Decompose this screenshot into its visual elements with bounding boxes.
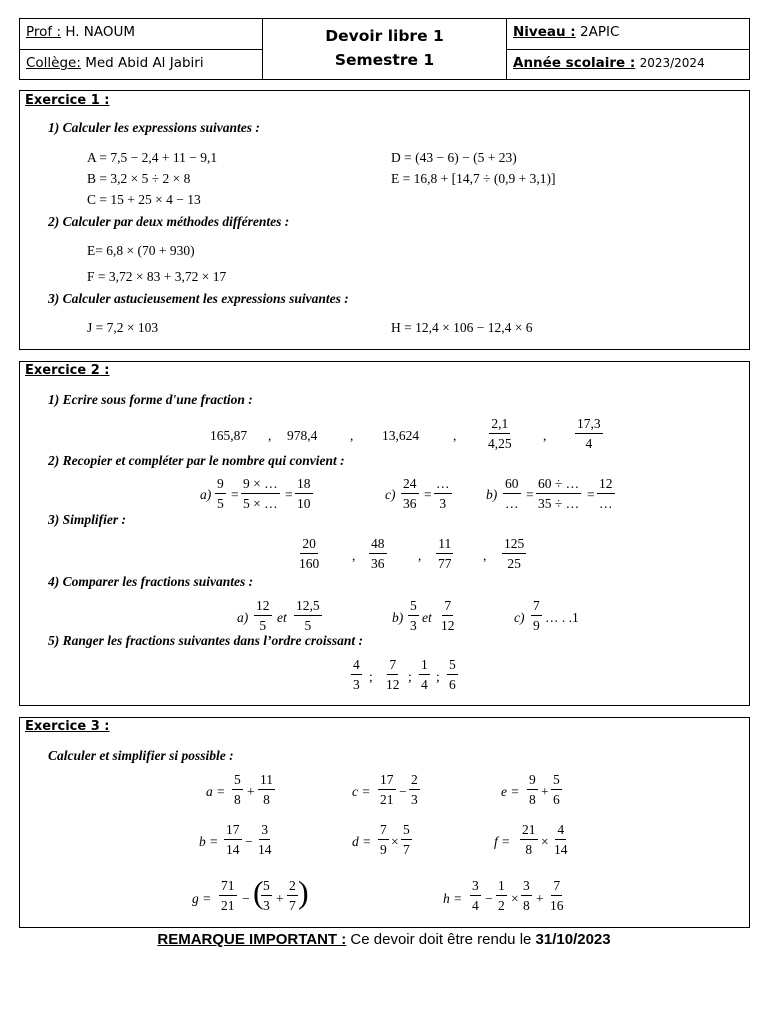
denominator: 5	[304, 617, 312, 633]
numerator: 1	[496, 879, 507, 896]
decimal-3: 13,624	[382, 428, 420, 443]
expr-h-label: h =	[443, 891, 463, 906]
annee-value: 2023/2024	[639, 56, 705, 70]
denominator: 8	[525, 841, 533, 857]
numerator: 1	[419, 658, 430, 675]
fraction	[297, 537, 321, 570]
prof-cell	[26, 24, 135, 40]
operator: +	[276, 891, 284, 906]
numerator: 2,1	[489, 417, 510, 434]
ex2-question-1: 1) Ecrire sous forme d'une fraction :	[48, 392, 253, 407]
paren-open: (	[253, 874, 264, 910]
fraction	[436, 537, 454, 570]
denominator: 3	[439, 495, 447, 511]
exercice-1-heading: Exercice 1 :	[25, 93, 110, 108]
expr-g-label: g =	[192, 891, 212, 906]
separator: ,	[350, 428, 354, 443]
fraction	[401, 477, 419, 510]
denominator: 8	[529, 791, 536, 807]
fraction	[384, 658, 402, 691]
fraction	[419, 658, 430, 691]
item-label-b: b)	[392, 610, 404, 625]
denominator: 3	[353, 676, 360, 692]
fraction	[261, 879, 272, 912]
expr-B: B = 3,2 × 5 ÷ 2 × 8	[87, 171, 191, 186]
expr-a-label: a =	[206, 784, 226, 799]
fraction	[531, 599, 542, 632]
equals-sign: =	[526, 487, 534, 502]
numerator: 4	[351, 658, 362, 675]
semicolon: ;	[369, 669, 373, 684]
comparison-tail: … . .1	[545, 610, 579, 625]
denominator: 8	[234, 791, 241, 807]
fraction	[470, 879, 481, 912]
numerator: 5	[551, 773, 562, 790]
numerator: 20	[300, 537, 318, 554]
denominator: 4	[421, 676, 428, 692]
fraction	[408, 599, 419, 632]
denominator: 9	[533, 617, 540, 633]
fraction	[232, 773, 243, 806]
denominator: 21	[221, 897, 235, 913]
denominator: 3	[410, 617, 417, 633]
ex2-question-5: 5) Ranger les fractions suivantes dans l’ordre croissant :	[48, 633, 364, 648]
fraction	[502, 537, 526, 570]
operator: −	[399, 784, 407, 799]
fraction	[439, 599, 457, 632]
expr-C: C = 15 + 25 × 4 − 13	[87, 192, 201, 207]
fraction	[254, 599, 272, 632]
denominator: 7	[289, 897, 296, 913]
fraction	[486, 417, 514, 450]
numerator: 12	[254, 599, 272, 616]
expr-A: A = 7,5 − 2,4 + 11 − 9,1	[87, 150, 218, 165]
separator: ,	[453, 428, 457, 443]
numerator: 7	[442, 599, 453, 616]
fraction	[256, 823, 274, 856]
footer-remark	[0, 931, 768, 948]
numerator: 18	[295, 477, 313, 494]
ex1-question-1: 1) Calculer les expressions suivantes :	[48, 120, 260, 135]
operator: ×	[541, 834, 549, 849]
fraction	[351, 658, 362, 691]
operator: −	[242, 891, 250, 906]
item-label-c: c)	[514, 610, 525, 625]
annee-cell	[513, 55, 705, 71]
fraction	[434, 477, 452, 510]
college-cell	[26, 55, 204, 71]
denominator: 9	[380, 841, 387, 857]
expr-J: J = 7,2 × 103	[87, 320, 159, 335]
denominator: 35 ÷ …	[538, 495, 580, 511]
numerator: 12	[597, 477, 615, 494]
denominator: 4	[472, 897, 479, 913]
numerator: 3	[470, 879, 481, 896]
expr-E: E = 16,8 + [14,7 ÷ (0,9 + 3,1)]	[391, 171, 556, 186]
et-word: et	[277, 610, 287, 625]
fraction	[409, 773, 420, 806]
numerator: 3	[521, 879, 532, 896]
numerator: 9	[215, 477, 226, 494]
exercice-2-heading: Exercice 2 :	[25, 363, 110, 378]
fraction	[521, 879, 532, 912]
expr-D: D = (43 − 6) − (5 + 23)	[391, 150, 517, 165]
item-label-c: c)	[385, 487, 396, 502]
item-label-b: b)	[486, 487, 498, 502]
fraction	[295, 477, 313, 510]
denominator: 12	[386, 676, 400, 692]
fraction	[575, 417, 603, 450]
numerator: 48	[369, 537, 387, 554]
ex2-question-3: 3) Simplifier :	[48, 512, 126, 527]
denominator: 4,25	[488, 435, 512, 451]
numerator: 60	[503, 477, 521, 494]
doc-title-line1: Devoir libre 1	[325, 27, 444, 45]
expr-b-label: b =	[199, 834, 219, 849]
ex2-question-2: 2) Recopier et compléter par le nombre qui convient :	[48, 453, 345, 468]
expr-f-label: f =	[494, 834, 511, 849]
prof-label: Prof :	[26, 24, 62, 40]
ex2-question-4: 4) Comparer les fractions suivantes :	[48, 574, 254, 589]
fraction	[219, 879, 237, 912]
numerator: 5	[232, 773, 243, 790]
denominator: 25	[507, 555, 521, 571]
fraction	[241, 477, 280, 510]
denominator: 16	[550, 897, 564, 913]
numerator: 7	[551, 879, 562, 896]
fraction	[520, 823, 538, 856]
equals-sign: =	[231, 487, 239, 502]
fraction	[401, 823, 412, 856]
denominator: 2	[498, 897, 505, 913]
expr-c-label: c =	[352, 784, 371, 799]
numerator: 4	[555, 823, 566, 840]
fraction	[548, 879, 566, 912]
fraction	[258, 773, 275, 806]
separator: ,	[418, 548, 422, 563]
exercice-2-box	[19, 361, 750, 706]
footer-text: Ce devoir doit être rendu le	[346, 931, 536, 948]
fraction	[215, 477, 226, 510]
numerator: 5	[408, 599, 419, 616]
expr-e-label: e =	[501, 784, 520, 799]
et-word: et	[422, 610, 432, 625]
denominator: 14	[226, 841, 240, 857]
denominator: 5	[259, 617, 267, 633]
decimal-1: 165,87	[210, 428, 248, 443]
paren-close: )	[298, 874, 309, 910]
ex1-question-2: 2) Calculer par deux méthodes différentes :	[48, 214, 290, 229]
niveau-label: Niveau :	[513, 24, 576, 40]
exercice-3-heading: Exercice 3 :	[25, 719, 110, 734]
numerator: 2	[409, 773, 420, 790]
fraction	[527, 773, 538, 806]
header-divider-h-right	[506, 49, 750, 50]
semicolon: ;	[408, 669, 412, 684]
denominator: 5 × …	[243, 495, 278, 511]
denominator: 10	[297, 495, 311, 511]
separator: ,	[268, 428, 272, 443]
denominator: 12	[441, 617, 455, 633]
prof-value: H. NAOUM	[65, 24, 136, 40]
numerator: 17	[378, 773, 396, 790]
fraction	[503, 477, 521, 510]
denominator: 7	[403, 841, 410, 857]
operator: +	[541, 784, 549, 799]
numerator: 17	[224, 823, 242, 840]
denominator: 5	[217, 495, 224, 511]
denominator: 21	[380, 791, 394, 807]
ex1-question-3: 3) Calculer astucieusement les expressions suivantes :	[48, 291, 349, 306]
decimal-2: 978,4	[287, 428, 318, 443]
numerator: 5	[261, 879, 272, 896]
expr-H: H = 12,4 × 106 − 12,4 × 6	[391, 320, 533, 335]
denominator: 77	[438, 555, 452, 571]
denominator: 8	[523, 897, 530, 913]
numerator: 7	[531, 599, 542, 616]
header-divider-v2	[506, 18, 507, 80]
denominator: …	[505, 495, 519, 511]
equals-sign: =	[424, 487, 432, 502]
doc-title-line2: Semestre 1	[334, 51, 435, 69]
operator: ×	[391, 834, 399, 849]
denominator: 160	[299, 555, 320, 571]
numerator: 24	[401, 477, 419, 494]
expr-d-label: d =	[352, 834, 372, 849]
fraction	[294, 599, 322, 632]
fraction	[447, 658, 458, 691]
numerator: 12,5	[294, 599, 322, 616]
numerator: 7	[378, 823, 389, 840]
numerator: 2	[287, 879, 298, 896]
footer-label: REMARQUE IMPORTANT :	[157, 931, 347, 948]
item-label-a: a)	[200, 487, 212, 502]
niveau-cell	[513, 24, 619, 40]
numerator: 5	[401, 823, 412, 840]
expr-F: F = 3,72 × 83 + 3,72 × 17	[87, 269, 227, 284]
denominator: 14	[554, 841, 568, 857]
numerator: …	[434, 477, 452, 494]
fraction	[597, 477, 615, 510]
semicolon: ;	[436, 669, 440, 684]
numerator: 125	[502, 537, 526, 554]
footer-date: 31/10/2023	[535, 931, 611, 948]
separator: ,	[483, 548, 487, 563]
item-label-a: a)	[237, 610, 249, 625]
separator: ,	[543, 428, 547, 443]
college-value: Med Abid Al Jabiri	[85, 55, 204, 71]
numerator: 5	[447, 658, 458, 675]
header-divider-h-left	[19, 49, 262, 50]
fraction	[378, 823, 389, 856]
operator: +	[536, 891, 544, 906]
operator: −	[485, 891, 493, 906]
fraction	[552, 823, 570, 856]
niveau-value: 2APIC	[580, 24, 620, 40]
denominator: 36	[371, 555, 385, 571]
operator: −	[245, 834, 253, 849]
denominator: 4	[585, 435, 593, 451]
fraction	[496, 879, 507, 912]
numerator: 60 ÷ …	[536, 477, 581, 494]
numerator: 9 × …	[241, 477, 280, 494]
numerator: 71	[219, 879, 237, 896]
operator: ×	[511, 891, 519, 906]
denominator: …	[599, 495, 613, 511]
fraction	[378, 773, 396, 806]
denominator: 3	[411, 791, 418, 807]
college-label: Collège:	[26, 55, 81, 71]
numerator: 17,3	[575, 417, 603, 434]
denominator: 14	[258, 841, 272, 857]
denominator: 6	[449, 676, 456, 692]
fraction	[287, 879, 298, 912]
separator: ,	[352, 548, 356, 563]
denominator: 3	[263, 897, 270, 913]
denominator: 8	[263, 791, 270, 807]
numerator: 7	[387, 658, 398, 675]
numerator: 3	[259, 823, 270, 840]
denominator: 36	[403, 495, 417, 511]
annee-label: Année scolaire :	[513, 55, 636, 71]
ex3-question: Calculer et simplifier si possible :	[48, 748, 234, 763]
equals-sign: =	[285, 487, 293, 502]
fraction	[369, 537, 387, 570]
numerator: 11	[258, 773, 275, 790]
operator: +	[247, 784, 255, 799]
denominator: 6	[553, 791, 560, 807]
fraction	[536, 477, 581, 510]
numerator: 9	[527, 773, 538, 790]
expr-E2: E= 6,8 × (70 + 930)	[87, 243, 195, 258]
fraction	[224, 823, 242, 856]
equals-sign: =	[587, 487, 595, 502]
fraction	[551, 773, 562, 806]
numerator: 11	[436, 537, 453, 554]
numerator: 21	[520, 823, 538, 840]
